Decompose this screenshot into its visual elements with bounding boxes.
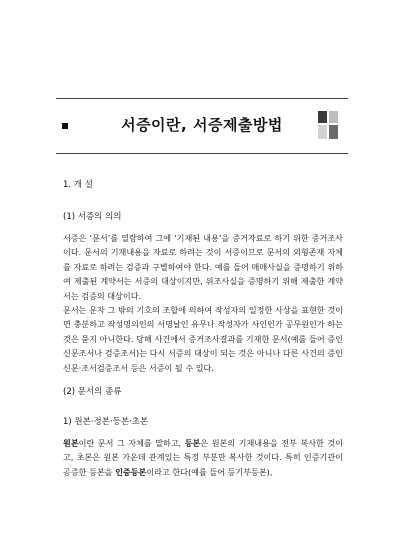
text-segment: 은 원본의 기재내용을 전부 복사한 것이고, 초본은 원본 가운데 관계있는 특정 부분만 복사한 것이다. 특히 인증기관이 공증한 등본을 [63,438,343,477]
term-copy: 등본 [184,438,201,449]
decorative-blocks-icon [318,111,340,141]
document-title: 서증이란, 서증제출방법 [121,116,283,134]
document-body [63,178,343,479]
term-certified-copy: 인증등본 [115,466,147,477]
text-segment: 이라고 한다(예를 들어 등기부등본), [146,466,273,477]
paragraph-document-nature: 문서는 문자 그 밖의 기호의 조합에 의하여 작성자의 일정한 사상을 표현한 것이면 충분하고 작성명의인의 서명날인 유무나 작성자가 사인인가 공무원인가 하는 것은 묻지 아니한다. 당해 사건에서 증거조사결과를 기재한 문서(예를 들어 증인신문조서나 검증조서)는 다시 서증의 대상이 되는 것은 아니나 다른 사건의 증인신문·조서검증조서 등은 서증이 될 수 있다. [63,305,343,373]
paragraph-definition: 서증은 ‘문서’를 열람하여 그에 ‘기재된 내용’을 증거자료로 하기 위한 증거조사이다. 문서의 기재내용을 자료로 하려는 것이 서증이므로 문서의 외형존재 자체를 자료로 하려는 검증과 구별하여야 한다. 예를 들어 매매사실을 증명하기 위하여 제출된 계약서는 서증의 대상이지만, 위조사실을 증명하기 위해 제출한 계약서는 검증의 대상이다. [63,233,343,301]
text-segment: 이란 문서 그 자체를 말하고, [78,438,185,449]
subsection-heading-original-copies: 1) 원본·정본·등본·초본 [63,417,149,428]
title-banner [56,98,348,154]
paragraph-original-copies [63,436,343,479]
subsection-heading-definition: (1) 서증의 의의 [63,212,122,222]
term-original: 원본 [63,438,79,449]
section-heading-overview: 1. 개 설 [63,180,93,190]
subsection-heading-document-types: (2) 문서의 종류 [63,387,122,398]
